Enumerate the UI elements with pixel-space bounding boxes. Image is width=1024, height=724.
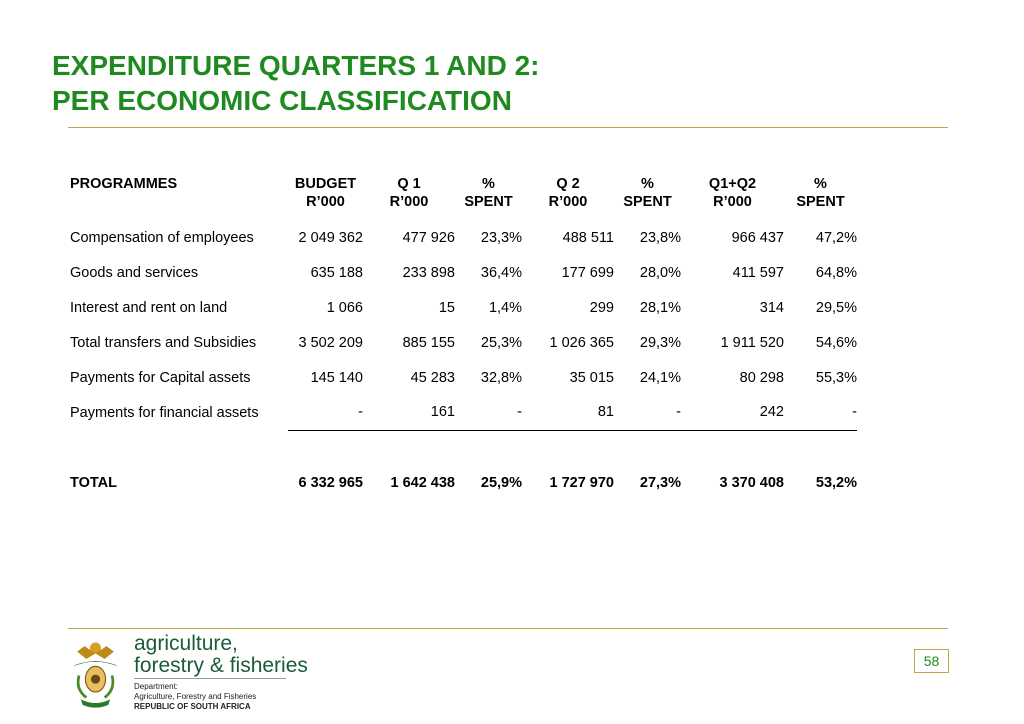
table-spacer [70,430,857,465]
brand-line1: agriculture, [134,632,238,655]
cell-budget: 145 140 [310,369,363,386]
cell-q1: 885 155 [402,334,455,351]
row-label: Goods and services [70,264,199,281]
header-q1q2: Q1+Q2 R’000 [708,176,757,210]
table-row [70,220,857,255]
cell-q1-pct: 32,8% [480,369,522,386]
cell-q2: 488 511 [562,229,614,246]
cell-q2-pct: 28,0% [639,264,681,281]
cell-q1q2: 242 [681,395,784,430]
cell-q1q2-pct: 29,5% [815,299,857,316]
slide-title-line1: EXPENDITURE QUARTERS 1 AND 2: [52,50,540,81]
table-row [70,360,857,395]
cell-q2-pct: 24,1% [639,369,681,386]
cell-q1q2: 966 437 [731,229,784,246]
cell-q2-pct: - [614,395,681,430]
coat-of-arms-icon [68,638,123,713]
cell-q1q2-pct: 47,2% [815,229,857,246]
cell-q1-pct: 23,3% [480,229,522,246]
cell-q1-pct: 1,4% [488,299,522,316]
cell-q2-pct: 23,8% [639,229,681,246]
total-q2-pct: 27,3% [639,474,681,491]
dept-line3: REPUBLIC OF SOUTH AFRICA [134,702,251,711]
total-q1q2-pct: 53,2% [815,474,857,491]
table-total-row [70,465,857,500]
cell-budget: 635 188 [310,264,363,281]
cell-q1q2: 80 298 [739,369,784,386]
cell-q2-pct: 28,1% [639,299,681,316]
cell-q1: 45 283 [410,369,455,386]
cell-q1q2-pct: - [784,395,857,430]
cell-q1q2-pct: 54,6% [815,334,857,351]
table-row [70,325,857,360]
cell-q1q2-pct: 64,8% [815,264,857,281]
row-label: Total transfers and Subsidies [70,334,257,351]
bottom-divider [68,628,948,629]
header-budget: BUDGET R’000 [294,176,357,210]
total-q2: 1 727 970 [549,474,614,491]
cell-q2: 299 [589,299,614,316]
total-q1: 1 642 438 [390,474,455,491]
cell-budget: 3 502 209 [298,334,363,351]
brand-divider [134,678,286,679]
table-row [70,255,857,290]
cell-q2: 35 015 [569,369,614,386]
header-q1q2-pct: % SPENT [796,176,845,210]
row-label: Compensation of employees [70,229,254,246]
cell-budget: 1 066 [326,299,363,316]
cell-q2-pct: 29,3% [639,334,681,351]
total-budget: 6 332 965 [298,474,363,491]
dept-line1: Department: [134,682,179,691]
row-label: Interest and rent on land [70,299,228,316]
total-q1-pct: 25,9% [480,474,522,491]
header-q1: Q 1 R’000 [389,176,429,210]
cell-q1: 477 926 [402,229,455,246]
cell-budget: - [288,395,363,430]
total-q1q2: 3 370 408 [719,474,784,491]
cell-q1-pct: - [455,395,522,430]
row-label: Payments for financial assets [70,404,259,421]
table-row [70,290,857,325]
cell-q2: 1 026 365 [549,334,614,351]
cell-q1q2: 1 911 520 [720,334,784,351]
header-q2-pct: % SPENT [623,176,672,210]
page-number: 58 [914,649,949,673]
row-label: Payments for Capital assets [70,369,251,386]
cell-q2: 81 [522,395,614,430]
header-programmes: PROGRAMMES [70,176,178,192]
cell-q1: 161 [363,395,455,430]
total-label: TOTAL [70,474,117,491]
cell-q1: 15 [438,299,455,316]
cell-q1q2: 411 597 [732,264,784,281]
expenditure-table [70,172,857,500]
top-divider [68,127,948,128]
dept-line2: Agriculture, Forestry and Fisheries [134,692,257,701]
table-row [70,395,857,430]
cell-q1-pct: 25,3% [480,334,522,351]
cell-q1-pct: 36,4% [480,264,522,281]
department-block [134,682,256,712]
cell-q1: 233 898 [402,264,455,281]
brand-wordmark [134,633,308,677]
slide-title-line2: PER ECONOMIC CLASSIFICATION [52,85,512,116]
table-header-row [70,172,857,220]
cell-budget: 2 049 362 [298,229,363,246]
slide-title [52,48,539,118]
brand-line2: forestry & fisheries [134,654,308,677]
cell-q2: 177 699 [561,264,614,281]
header-q1-pct: % SPENT [464,176,513,210]
cell-q1q2: 314 [759,299,784,316]
cell-q1q2-pct: 55,3% [815,369,857,386]
header-q2: Q 2 R’000 [548,176,588,210]
